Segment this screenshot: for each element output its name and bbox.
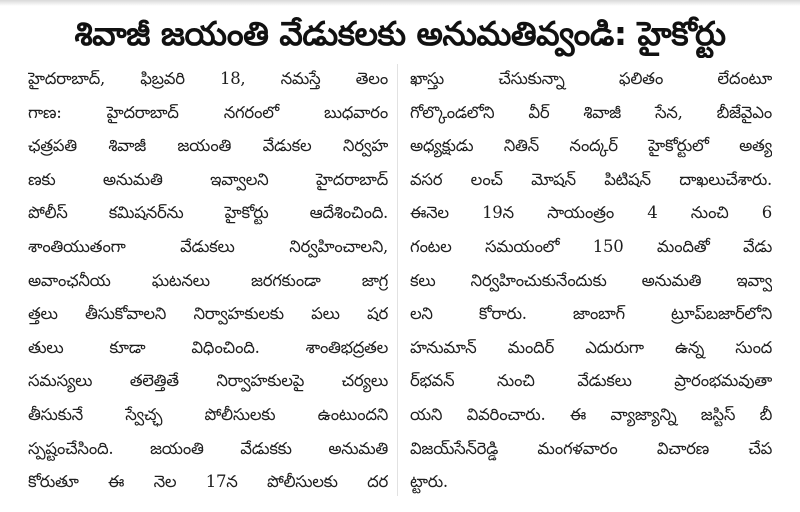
body-line: కోరుతూ ఈ నెల 17న పోలీసులకు దర [28,472,388,492]
body-line: గోల్కొండలోని వీర్ శివాజీ సేన, బీజేవైఎం [410,102,772,122]
body-line: లని కోరారు. జాంబాగ్ ట్రూప్‌బజార్‌లోని [410,304,772,324]
body-line: తీసుకునే స్వేచ్ఛ పోలీసులకు ఉంటుందని [28,404,388,424]
body-line: స్పష్టంచేసింది. జయంతి వేడుకకు అనుమతి [28,438,388,458]
body-line: గాణ: హైదరాబాద్ నగరంలో బుధవారం [28,102,388,122]
body-line: విజయ్‌సేన్‌రెడ్డి మంగళవారం విచారణ చేప [410,438,772,458]
body-line: పోలీస్ కమిషనర్‌ను హైకోర్టు ఆదేశించింది. [28,203,388,223]
body-line: కలు నిర్వహించుకునేందుకు అనుమతి ఇవ్వా [410,270,772,290]
headline: శివాజీ జయంతి వేడుకలకు అనుమతివ్వండి: హైకోర్టు [74,14,726,53]
body-line: తులు కూడా విధించింది. శాంతిభద్రతల [28,337,388,357]
body-line: యని వివరించారు. ఈ వ్యాజ్యాన్ని జస్టిస్ బీ [410,404,772,424]
body-line: శాంతియుతంగా వేడుకలు నిర్వహించాలని, [28,236,388,256]
body-line: వసర లంచ్ మోషన్ పిటిషన్ దాఖలుచేశారు. [410,169,772,189]
column-divider [397,64,398,496]
clipped-previous-text-strip [0,0,800,6]
left-column [28,62,388,499]
body-line: హైదరాబాద్, ఫిబ్రవరి 18, నమస్తే తెలం [28,69,388,88]
body-line: సమస్యలు తలెత్తితే నిర్వాహకులపై చర్యలు [28,371,388,391]
body-line: అవాంఛనీయ ఘటనలు జరగకుండా జాగ్ర [28,270,388,290]
body-line: హనుమాన్ మందిర్ ఎదురుగా ఉన్న సుంద [410,337,772,357]
body-line: ణకు అనుమతి ఇవ్వాలని హైదరాబాద్ [28,169,388,189]
body-line: త్తలు తీసుకోవాలని నిర్వాహకులకు పలు షర [28,304,388,324]
body-line: ఛత్రపతి శివాజీ జయంతి వేడుకల నిర్వహ [28,136,388,156]
body-line: ఈనెల 19న సాయంత్రం 4 నుంచి 6 [410,203,772,223]
right-column [410,62,772,499]
body-line: గంటల సమయంలో 150 మందితో వేడు [410,236,772,256]
body-line: అధ్యక్షుడు నితిన్ నంద్కర్ హైకోర్టులో అత్య [410,136,772,156]
body-line: ట్టారు. [410,472,448,492]
body-line: ఖాస్తు చేసుకున్నా ఫలితం లేదంటూ [410,69,772,88]
body-line: ర్‌భవన్ నుంచి వేడుకలు ప్రారంభమవుతా [410,371,772,391]
